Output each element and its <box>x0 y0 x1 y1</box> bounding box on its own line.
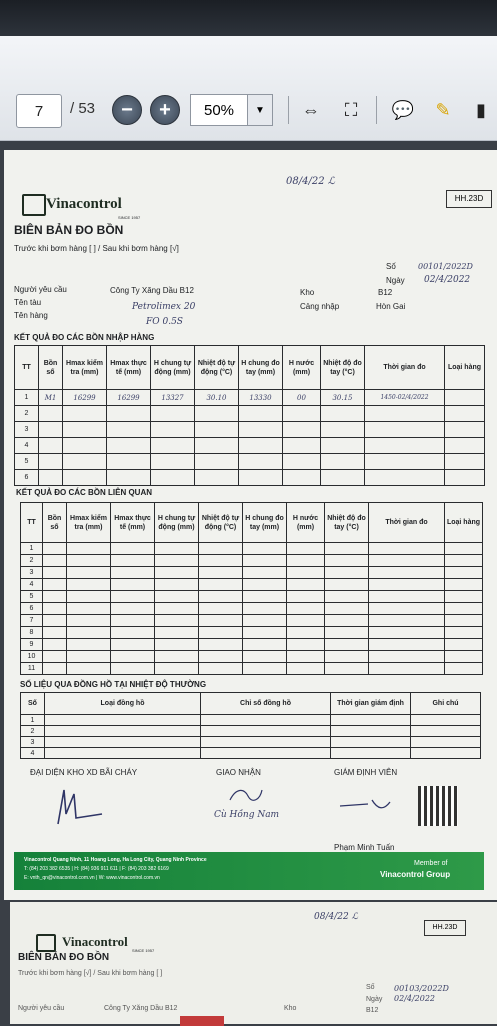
vinacontrol-logo-icon-2 <box>36 934 56 952</box>
comment-icon[interactable]: 💬 <box>391 99 415 120</box>
table-cell: 13327 <box>151 390 195 406</box>
screen-edge-strip <box>180 1016 224 1026</box>
company-since-2: SINCE 1957 <box>132 948 155 953</box>
footer-address: Vinacontrol Quang Ninh, 11 Hoang Long, Ha Long City, Quang Ninh Province <box>24 857 207 863</box>
pumping-status-2: Trước khi bơm hàng [√] / Sau khi bơm hàng [ ] <box>18 970 163 977</box>
port-label: Cảng nhập <box>300 302 340 311</box>
header-cell: Loại hàng <box>445 346 485 390</box>
table-cell: 11 <box>21 663 43 675</box>
header-cell: H chung đo tay (mm) <box>243 503 287 543</box>
table-cell: 3 <box>15 422 39 438</box>
ngay-value-2: 02/4/2022 <box>394 994 436 1003</box>
table-cell: 10 <box>21 651 43 663</box>
table-cell: 2 <box>21 555 43 567</box>
ship-value: Petrolimex 20 <box>132 302 196 312</box>
company-name: Vinacontrol <box>46 196 122 212</box>
footer-phone: T: (84) 203 382 6535 | H: (84) 936 911 611 | F: (84) 203 382 6169 <box>24 866 169 872</box>
table-row <box>21 715 481 726</box>
table-cell: 1 <box>21 543 43 555</box>
goods-value: FO 0.5S <box>146 317 183 327</box>
table-row <box>21 639 483 651</box>
table-cell: 30.10 <box>195 390 239 406</box>
table-row <box>15 454 485 470</box>
fit-page-icon[interactable]: ⛶ <box>344 99 358 120</box>
section-import-tanks: KẾT QUẢ ĐO CÁC BỒN NHẬP HÀNG <box>14 333 155 342</box>
header-cell: Ghi chú <box>411 693 481 715</box>
zoom-dropdown-button[interactable]: ▼ <box>247 94 273 126</box>
pumping-status: Trước khi bơm hàng [ ] / Sau khi bơm hàng [√] <box>14 244 179 253</box>
so-label-2: Số <box>366 984 375 991</box>
related-tanks-table <box>20 502 483 675</box>
zoom-in-button[interactable]: + <box>150 95 180 125</box>
ngay-value: 02/4/2022 <box>424 275 471 285</box>
table-row <box>15 438 485 454</box>
section-meter-readings: SỐ LIỆU QUA ĐỒNG HỒ TẠI NHIỆT ĐỘ THƯỜNG <box>20 680 207 689</box>
inspector-signature <box>338 796 392 816</box>
so-value-2: 00103/2022D <box>394 984 449 993</box>
table-cell: 16299 <box>63 390 107 406</box>
header-cell: Hmax kiểm tra (mm) <box>67 503 111 543</box>
table-row <box>21 615 483 627</box>
table-cell <box>445 390 485 406</box>
header-cell: Hmax thực tế (mm) <box>107 346 151 390</box>
kho-value: B12 <box>378 288 393 297</box>
table-row <box>21 748 481 759</box>
table-cell: 3 <box>21 567 43 579</box>
more-tools-icon[interactable]: ▮ <box>476 99 486 120</box>
goods-label: Tên hàng <box>14 311 48 320</box>
header-cell: Thời gian đo <box>365 346 445 390</box>
table-cell: 7 <box>21 615 43 627</box>
requester-label: Người yêu cầu <box>14 285 67 294</box>
toolbar-divider <box>376 96 377 124</box>
footer-email: E: vnth_qn@vinacontrol.com.vn | W: www.vinacontrol.com.vn <box>24 875 160 881</box>
header-cell: Bồn số <box>43 503 67 543</box>
table-cell: 16299 <box>107 390 151 406</box>
toolbar-divider <box>288 96 289 124</box>
header-cell: Số <box>21 693 45 715</box>
table-cell: 5 <box>21 591 43 603</box>
table-cell: 2 <box>21 726 45 737</box>
warehouse-signature <box>52 784 112 828</box>
port-value: Hòn Gai <box>376 302 406 311</box>
signature-label-warehouse: ĐẠI DIỆN KHO XD BÃI CHÁY <box>30 768 138 777</box>
header-cell: H chung tự động (mm) <box>151 346 195 390</box>
header-cell: Hmax kiểm tra (mm) <box>63 346 107 390</box>
table-cell: 9 <box>21 639 43 651</box>
header-cell: Hmax thực tế (mm) <box>111 503 155 543</box>
header-cell: H chung đo tay (mm) <box>239 346 283 390</box>
monitor-bezel <box>0 0 497 36</box>
table-header-row <box>21 693 481 715</box>
footer-group: Vinacontrol Group <box>380 870 451 879</box>
kho-label: Kho <box>300 288 315 297</box>
section-related-tanks: KẾT QUẢ ĐO CÁC BỒN LIÊN QUAN <box>16 488 152 497</box>
requester-value-2: Công Ty Xăng Dầu B12 <box>104 1005 178 1012</box>
header-cell: Thời gian đo <box>369 503 445 543</box>
table-row <box>15 406 485 422</box>
ship-label: Tên tàu <box>14 298 42 307</box>
zoom-out-button[interactable]: − <box>112 95 142 125</box>
delivery-signature-name: Cù Hồng Nam <box>214 810 280 820</box>
header-cell: H nước (mm) <box>287 503 325 543</box>
header-cell: Loại đồng hồ <box>45 693 201 715</box>
header-cell: Nhiệt độ tự động (°C) <box>195 346 239 390</box>
footer-member-of: Member of <box>414 860 448 867</box>
table-header-row <box>21 503 483 543</box>
zoom-level-input[interactable]: 50% <box>190 94 248 126</box>
import-tanks-table <box>14 345 485 486</box>
table-row <box>21 579 483 591</box>
header-cell: TT <box>15 346 39 390</box>
form-code: HH.23D <box>446 190 492 208</box>
table-cell: M1 <box>39 390 63 406</box>
table-row <box>21 651 483 663</box>
header-cell: H nước (mm) <box>283 346 321 390</box>
header-cell: Nhiệt độ đo tay (°C) <box>321 346 365 390</box>
company-since: SINCE 1957 <box>118 215 141 220</box>
table-cell: 1 <box>15 390 39 406</box>
header-cell: Nhiệt độ tự động (°C) <box>199 503 243 543</box>
header-cell: Bồn số <box>39 346 63 390</box>
table-row <box>21 726 481 737</box>
meter-readings-table <box>20 692 481 759</box>
page-number-input[interactable]: 7 <box>16 94 62 128</box>
kho-label-2: Kho <box>284 1005 297 1012</box>
table-row <box>21 555 483 567</box>
qr-code-icon <box>418 786 458 826</box>
so-label: Số <box>386 262 396 271</box>
requester-label-2: Người yêu cầu <box>18 1005 65 1012</box>
inspector-name: Phạm Minh Tuấn <box>334 843 395 852</box>
table-cell: 1450-02/4/2022 <box>365 390 445 406</box>
so-value: 00101/2022D <box>418 262 473 271</box>
document-title-2: BIÊN BẢN ĐO BỒN <box>18 952 110 963</box>
form-code-2: HH.23D <box>424 920 466 936</box>
table-cell: 4 <box>15 438 39 454</box>
header-cell: Thời gian giám định <box>331 693 411 715</box>
table-cell: 1 <box>21 715 45 726</box>
table-row <box>15 422 485 438</box>
table-cell: 5 <box>15 454 39 470</box>
header-cell: TT <box>21 503 43 543</box>
kho-value-2: B12 <box>366 1007 379 1014</box>
table-cell: 6 <box>15 470 39 486</box>
table-cell: 8 <box>21 627 43 639</box>
table-row <box>21 603 483 615</box>
page-total: / 53 <box>70 100 96 117</box>
vinacontrol-logo-icon <box>22 194 46 216</box>
table-cell: 00 <box>283 390 321 406</box>
date-annotation: 08/4/22 ℒ <box>286 176 335 187</box>
table-cell: 30.15 <box>321 390 365 406</box>
signature-label-inspector: GIÁM ĐỊNH VIÊN <box>334 768 398 777</box>
delivery-signature <box>226 786 266 804</box>
header-cell: Nhiệt độ đo tay (°C) <box>325 503 369 543</box>
table-cell: 3 <box>21 737 45 748</box>
table-row <box>21 543 483 555</box>
table-cell: 4 <box>21 579 43 591</box>
table-row <box>21 591 483 603</box>
table-row <box>21 663 483 675</box>
header-cell: Chỉ số đồng hồ <box>201 693 331 715</box>
header-cell: H chung tự động (mm) <box>155 503 199 543</box>
table-cell: 2 <box>15 406 39 422</box>
fit-width-icon[interactable]: ⇔ <box>302 99 320 120</box>
table-row <box>21 567 483 579</box>
table-header-row <box>15 346 485 390</box>
company-name-2: Vinacontrol <box>62 934 128 949</box>
requester-value: Công Ty Xăng Dầu B12 <box>110 286 194 295</box>
table-cell: 6 <box>21 603 43 615</box>
header-cell: Loại hàng <box>445 503 483 543</box>
table-row <box>15 390 485 406</box>
table-cell: 13330 <box>239 390 283 406</box>
date-annotation-2: 08/4/22 ℒ <box>314 912 359 922</box>
ngay-label: Ngày <box>386 276 405 285</box>
table-row <box>21 627 483 639</box>
ngay-label-2: Ngày <box>366 996 383 1003</box>
table-cell: 4 <box>21 748 45 759</box>
table-row <box>21 737 481 748</box>
highlight-text-icon[interactable]: ✎ <box>435 99 451 120</box>
document-title: BIÊN BẢN ĐO BỒN <box>14 223 124 237</box>
signature-label-delivery: GIAO NHẬN <box>216 768 261 777</box>
table-row <box>15 470 485 486</box>
